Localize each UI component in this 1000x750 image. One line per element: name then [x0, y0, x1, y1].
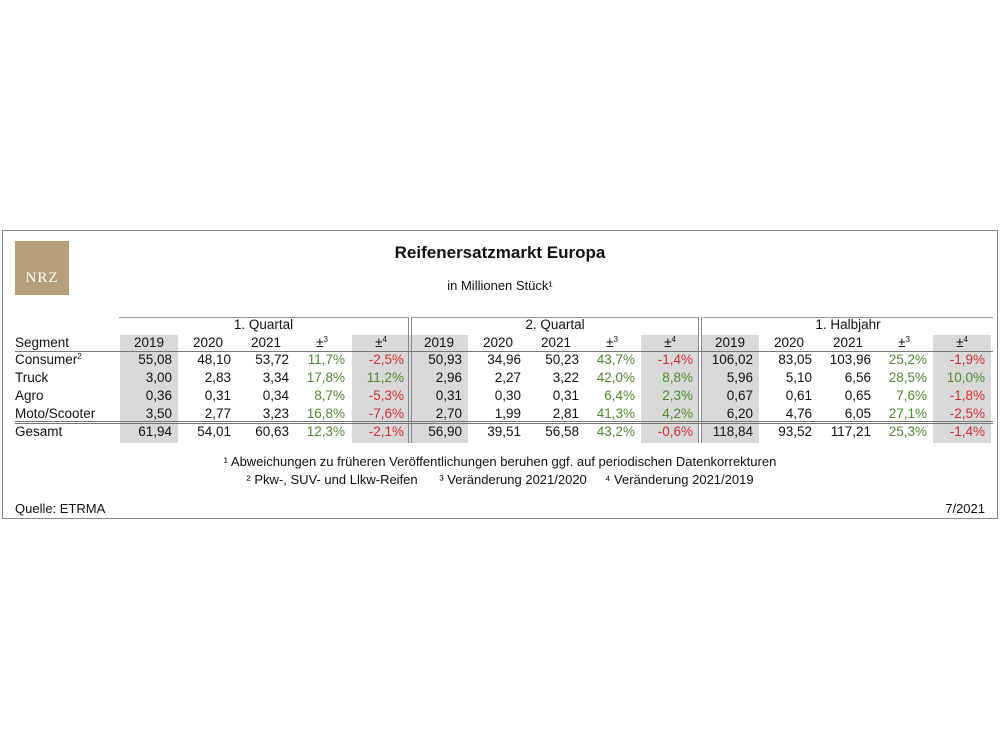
column-header — [352, 335, 410, 351]
table-cell: 55,08 — [138, 352, 172, 367]
table-cell: 0,31 — [435, 388, 462, 403]
column-header-label: ± — [316, 335, 324, 350]
column-header — [933, 335, 991, 351]
column-header-label: 2020 — [482, 335, 514, 350]
table-cell: 117,21 — [830, 424, 871, 439]
table-cell: 39,51 — [487, 424, 521, 439]
table-cell: 2,83 — [204, 370, 231, 385]
row-label-superscript: 2 — [77, 352, 82, 361]
table-cell: 1,99 — [494, 406, 521, 421]
column-header-superscript: 4 — [963, 335, 968, 344]
table-cell: 48,10 — [197, 352, 231, 367]
table-cell: 5,96 — [726, 370, 753, 385]
table-row-label — [15, 388, 44, 404]
table-cell: 11,2% — [366, 370, 404, 385]
table-cell: 17,8% — [306, 370, 345, 385]
segment-header: Segment — [15, 335, 70, 350]
table-cell: 7,6% — [896, 388, 927, 403]
table-cell: 3,00 — [145, 370, 172, 385]
column-header-label: 2019 — [714, 335, 746, 350]
column-header — [469, 335, 527, 351]
column-header-label: ± — [375, 335, 383, 350]
group-header: 1. Quartal — [233, 317, 294, 332]
row-label-text: Consumer — [15, 352, 78, 367]
table-cell: 0,67 — [726, 388, 753, 403]
table-cell: 50,93 — [428, 352, 462, 367]
column-header-label: ± — [898, 335, 906, 350]
footnote-2a: ² Pkw-, SUV- und Llkw-Reifen — [246, 472, 418, 487]
row-label-text: Moto/Scooter — [15, 406, 96, 421]
table-cell: 50,23 — [545, 352, 579, 367]
source-label: Quelle: ETRMA — [15, 501, 106, 516]
table-cell: 3,34 — [262, 370, 289, 385]
table-cell: 2,27 — [494, 370, 521, 385]
table-cell: 4,76 — [785, 406, 812, 421]
table-cell: 0,61 — [785, 388, 812, 403]
table-cell: 2,96 — [435, 370, 462, 385]
footnote-3: ³ Veränderung 2021/2020 — [439, 472, 587, 487]
column-header — [819, 335, 877, 351]
table-cell: 16,8% — [306, 406, 345, 421]
table-cell: 25,2% — [888, 352, 927, 367]
table-cell: 56,90 — [428, 424, 462, 439]
column-header-label: 2021 — [250, 335, 282, 350]
column-header-label: 2021 — [540, 335, 572, 350]
table-row-label — [15, 406, 95, 422]
table-frame — [2, 230, 998, 519]
footnote-1: ¹ Abweichungen zu früheren Veröffentlichungen beruhen ggf. auf periodischen Datenkorrekturen — [223, 454, 777, 469]
table-cell: 2,81 — [552, 406, 579, 421]
table-cell: 25,3% — [888, 424, 927, 439]
table-cell: 28,5% — [888, 370, 927, 385]
row-label-text: Truck — [15, 370, 49, 385]
column-header-superscript: 3 — [613, 335, 618, 344]
column-header-superscript: 3 — [905, 335, 910, 344]
table-cell: 2,3% — [662, 388, 693, 403]
column-header-label: ± — [606, 335, 614, 350]
table-cell: 0,31 — [552, 388, 579, 403]
column-header — [179, 335, 237, 351]
table-subtitle: in Millionen Stück¹ — [447, 278, 553, 293]
table-cell: -1,4% — [949, 424, 985, 439]
table-cell: 83,05 — [778, 352, 812, 367]
table-cell: 0,31 — [204, 388, 231, 403]
column-header — [293, 335, 351, 351]
column-header — [527, 335, 585, 351]
row-label-text: Gesamt — [15, 424, 63, 439]
total-rule-top — [15, 421, 993, 422]
table-cell: 2,70 — [435, 406, 462, 421]
column-header-superscript: 4 — [671, 335, 676, 344]
table-cell: 106,02 — [711, 352, 753, 367]
column-header-superscript: 3 — [323, 335, 328, 344]
table-cell: 93,52 — [778, 424, 812, 439]
row-label-text: Agro — [15, 388, 44, 403]
table-cell: 61,94 — [138, 424, 172, 439]
table-cell: -7,6% — [368, 406, 404, 421]
table-title: Reifenersatzmarkt Europa — [394, 243, 606, 262]
column-header-label: 2020 — [773, 335, 805, 350]
table-cell: 103,96 — [829, 352, 871, 367]
column-header — [583, 335, 641, 351]
table-cell: -0,6% — [657, 424, 693, 439]
table-cell: 12,3% — [306, 424, 345, 439]
column-header-label: 2019 — [423, 335, 455, 350]
footnote-2 — [3, 472, 997, 487]
table-cell: 0,34 — [262, 388, 289, 403]
column-header — [760, 335, 818, 351]
footnote-4: ⁴ Veränderung 2021/2019 — [604, 472, 754, 487]
table-cell: 43,2% — [596, 424, 635, 439]
table-cell: -5,3% — [368, 388, 404, 403]
table-cell: 11,7% — [307, 352, 345, 367]
table-row-label — [15, 370, 48, 386]
column-header-label: 2019 — [133, 335, 165, 350]
table-cell: 8,8% — [662, 370, 693, 385]
total-row-label — [15, 424, 62, 440]
table-cell: 3,23 — [262, 406, 289, 421]
table-cell: 42,0% — [596, 370, 635, 385]
column-header — [701, 335, 759, 351]
column-header — [875, 335, 933, 351]
table-cell: -2,5% — [949, 406, 985, 421]
table-cell: 6,20 — [726, 406, 753, 421]
table-cell: 3,50 — [145, 406, 172, 421]
table-cell: 0,36 — [145, 388, 172, 403]
column-header-superscript: 4 — [382, 335, 387, 344]
table-cell: 27,1% — [888, 406, 927, 421]
table-cell: 56,58 — [545, 424, 579, 439]
table-cell: -2,1% — [368, 424, 404, 439]
date-label: 7/2021 — [945, 501, 985, 516]
table-cell: -1,8% — [949, 388, 985, 403]
table-cell: 2,77 — [204, 406, 231, 421]
column-header — [237, 335, 295, 351]
table-cell: 3,22 — [552, 370, 579, 385]
table-cell: -1,4% — [657, 352, 693, 367]
table-cell: 6,56 — [844, 370, 871, 385]
column-header-label: ± — [956, 335, 964, 350]
column-header — [641, 335, 699, 351]
table-cell: 53,72 — [255, 352, 289, 367]
column-header — [410, 335, 468, 351]
table-cell: 0,30 — [494, 388, 521, 403]
group-header: 2. Quartal — [525, 317, 585, 332]
table-cell: 43,7% — [596, 352, 635, 367]
table-cell: 60,63 — [255, 424, 289, 439]
table-cell: 34,96 — [487, 352, 521, 367]
table-cell: 5,10 — [785, 370, 812, 385]
table-cell: 6,05 — [844, 406, 871, 421]
table-cell: 41,3% — [596, 406, 635, 421]
column-header — [120, 335, 178, 351]
table-cell: -1,9% — [949, 352, 985, 367]
table-cell: 54,01 — [197, 424, 231, 439]
column-header-label: 2020 — [192, 335, 224, 350]
table-row-label — [15, 352, 82, 368]
logo-text: NRZ — [25, 270, 59, 286]
table-cell: 10,0% — [946, 370, 985, 385]
table-cell: 8,7% — [314, 388, 345, 403]
table-cell: 6,4% — [604, 388, 635, 403]
table-cell: 4,2% — [662, 406, 693, 421]
table-cell: 0,65 — [844, 388, 871, 403]
column-header-label: ± — [664, 335, 672, 350]
group-header: 1. Halbjahr — [815, 317, 881, 332]
column-header-label: 2021 — [832, 335, 864, 350]
table-cell: 118,84 — [712, 424, 753, 439]
table-cell: -2,5% — [368, 352, 404, 367]
